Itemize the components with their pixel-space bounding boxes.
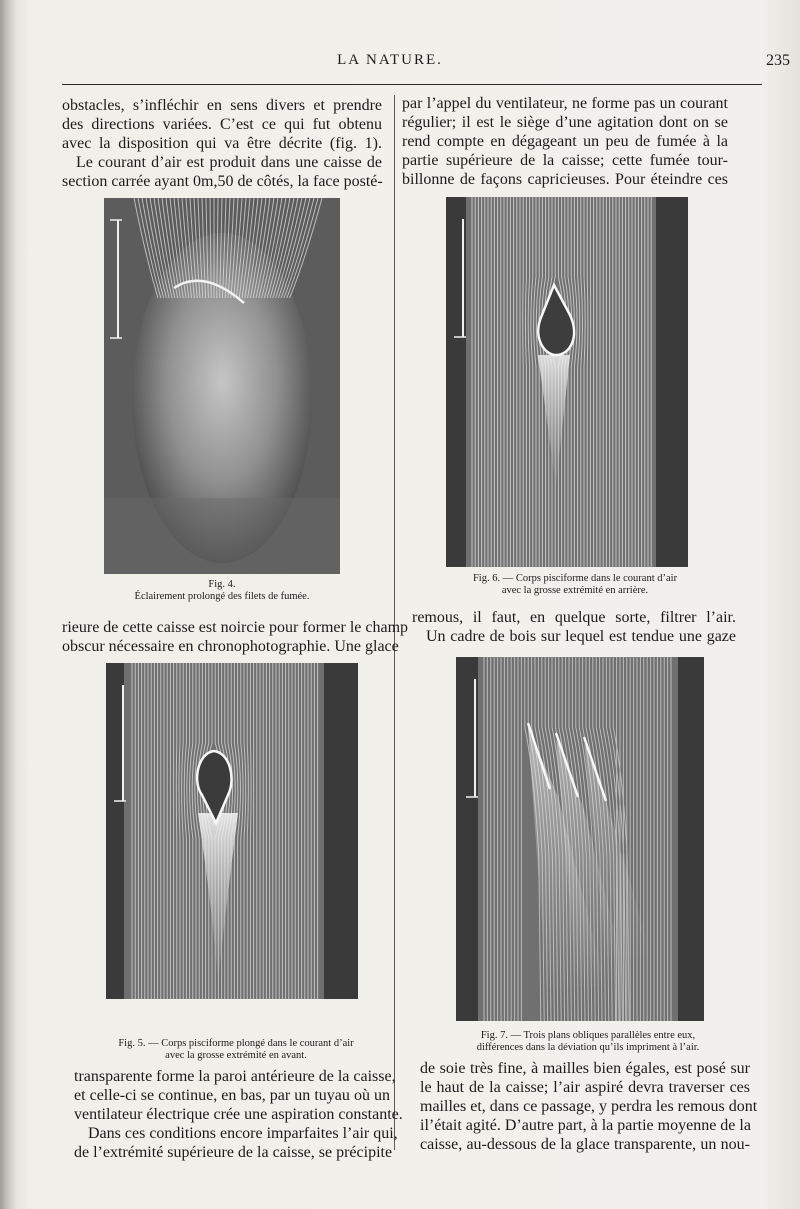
- text-line: rieure de cette caisse est noircie pour former le champ: [62, 619, 409, 636]
- text-line: de soie très fine, à mailles bien égales, est posé sur: [420, 1060, 750, 1077]
- journal-title: LA NATURE.: [337, 52, 443, 68]
- text-line: des directions variées. C’est ce qui fut obtenu: [62, 116, 382, 133]
- page-binding-shadow: [0, 0, 16, 1209]
- figure-6-caption-line2: avec la grosse extrémité en arrière.: [501, 585, 649, 596]
- text-line: section carrée ayant 0m,50 de côtés, la face posté-: [62, 173, 383, 190]
- header-rule: [62, 84, 762, 85]
- right-paragraph-bottom: [420, 1059, 758, 1154]
- figure-4-caption-text: Éclairement prolongé des filets de fumée.: [134, 591, 310, 602]
- text-line: Le courant d’air est produit dans une caisse de: [76, 154, 382, 171]
- right-paragraph-top: [402, 94, 728, 189]
- text-line: billonne de façons capricieuses. Pour éteindre ces: [402, 171, 728, 188]
- text-line: caisse, au-dessous de la glace transparente, un nou-: [420, 1136, 750, 1153]
- text-line: mailles et, dans ce passage, y perdra les remous dont: [420, 1098, 758, 1115]
- figure-5-photo: [106, 663, 358, 999]
- text-line: partie supérieure de la caisse; cette fumée tour-: [402, 152, 728, 169]
- figure-7-caption-line2: différences dans la déviation qu’ils impriment à l’air.: [476, 1042, 700, 1053]
- figure-5-image: [106, 663, 358, 999]
- text-line: rend compte en dégageant un peu de fumée à la: [402, 133, 728, 150]
- text-line: transparente forme la paroi antérieure de la caisse,: [74, 1068, 396, 1085]
- left-paragraph-mid: [62, 618, 409, 656]
- text-line: il’était agité. D’autre part, à la partie moyenne de la: [420, 1117, 751, 1134]
- text-line: remous, il faut, en quelque sorte, filtrer l’air.: [412, 609, 736, 626]
- figure-5-caption-line2: avec la grosse extrémité en avant.: [165, 1050, 307, 1061]
- left-paragraph-top: [62, 96, 382, 191]
- figure-7-image: [456, 657, 704, 1021]
- page-number: 235: [766, 52, 790, 69]
- figure-4-caption-label: Fig. 4.: [208, 579, 236, 590]
- text-line: Un cadre de bois sur lequel est tendue une gaze: [426, 628, 736, 645]
- text-line: par l’appel du ventilateur, ne forme pas un courant: [402, 95, 728, 112]
- figure-4-photo: [104, 198, 340, 574]
- text-line: régulier; il est le siège d’une agitation dont on se: [402, 114, 728, 131]
- text-line: ventilateur électrique crée une aspiration constante.: [74, 1106, 403, 1123]
- figure-6-photo: [446, 197, 688, 567]
- figure-5-caption-line1: Fig. 5. — Corps pisciforme plongé dans le courant d’air: [118, 1038, 354, 1049]
- running-header: [0, 50, 800, 74]
- figure-6-image: [446, 197, 688, 567]
- right-paragraph-mid: [412, 608, 736, 646]
- left-paragraph-bottom: [74, 1067, 403, 1162]
- figure-7-caption: [438, 1030, 738, 1054]
- figure-4-caption: [104, 579, 340, 603]
- text-line: Dans ces conditions encore imparfaites l’air qui,: [88, 1125, 398, 1142]
- figure-7-photo: [456, 657, 704, 1021]
- text-line: et celle-ci se continue, en bas, par un tuyau où un: [74, 1087, 390, 1104]
- text-line: de l’extrémité supérieure de la caisse, se précipite: [74, 1144, 393, 1161]
- text-line: le haut de la caisse; l’air aspiré devra traverser ces: [420, 1079, 750, 1096]
- figure-4-image: [104, 198, 340, 574]
- figure-5-caption: [86, 1038, 386, 1062]
- text-line: obstacles, s’infléchir en sens divers et prendre: [62, 97, 382, 114]
- figure-6-caption-line1: Fig. 6. — Corps pisciforme dans le courant d’air: [472, 573, 678, 584]
- text-line: avec la disposition qui va être décrite (fig. 1).: [62, 135, 382, 152]
- figure-7-caption-line1: Fig. 7. — Trois plans obliques parallèles entre eux,: [480, 1030, 696, 1041]
- text-line: obscur nécessaire en chronophotographie. Une glace: [62, 638, 399, 655]
- figure-6-caption: [440, 573, 710, 597]
